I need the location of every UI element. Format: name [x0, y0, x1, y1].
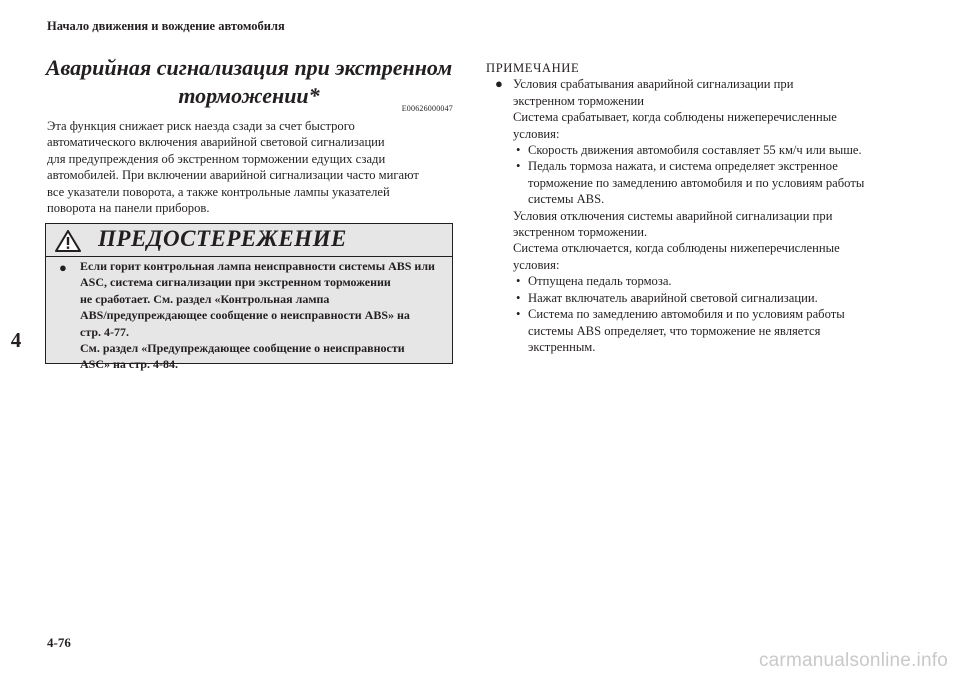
warning-line: ASC, система сигнализации при экстренном торможении [80, 275, 391, 290]
intro-line: автомобилей. При включении аварийной сигнализации часто мигают [47, 168, 419, 183]
document-id: E00626000047 [401, 104, 453, 113]
note-text: Нажат включатель аварийной световой сигнализации. [528, 290, 818, 305]
warning-header [46, 224, 452, 257]
dash-bullet-icon: • [516, 307, 521, 322]
article-title-line: торможении* [178, 83, 320, 108]
intro-line: поворота на панели приборов. [47, 201, 210, 216]
section-header: Начало движения и вождение автомобиля [47, 19, 285, 33]
bullet-icon: ● [59, 260, 67, 275]
note-label: ПРИМЕЧАНИЕ [486, 61, 580, 75]
note-list-item [486, 306, 906, 322]
warning-box [45, 223, 453, 372]
warning-text: Если горит контрольная лампа неисправности системы ABS или [80, 259, 435, 273]
note-text: Скорость движения автомобиля составляет 55 км/ч или выше. [528, 143, 862, 158]
note-list-item [486, 158, 906, 174]
note-list-item [486, 273, 906, 289]
article-title-line: Аварийная сигнализация при экстренном [45, 55, 453, 80]
note-text: Система по замедлению автомобиля и по условиям работы [528, 307, 845, 322]
note-line: экстренном торможении. [513, 225, 648, 240]
note-line: Система отключается, когда соблюдены нижеперечисленные [513, 241, 840, 256]
note-line: Условия отключения системы аварийной сигнализации при [513, 208, 833, 223]
note-text: Педаль тормоза нажата, и система определяет экстренное [528, 159, 838, 174]
note-line: Система срабатывает, когда соблюдены нижеперечисленные [513, 110, 837, 125]
dash-bullet-icon: • [516, 290, 521, 305]
intro-line: для предупреждения об экстренном торможении едущих сзади [47, 151, 386, 166]
note-line: условия: [513, 126, 560, 141]
warning-line: ABS/предупреждающее сообщение о неисправности ABS» на [80, 308, 410, 323]
intro-line: все указатели поворота, а также контрольные лампы указателей [47, 184, 390, 199]
note-line: системы ABS. [528, 192, 605, 207]
note-text: Условия срабатывания аварийной сигнализации при [513, 77, 794, 92]
note-line: экстренном торможении [513, 93, 645, 108]
warning-triangle-icon [55, 230, 81, 252]
warning-line: См. раздел «Предупреждающее сообщение о неисправности [80, 341, 405, 356]
warning-line: не сработает. См. раздел «Контрольная лампа [80, 291, 330, 306]
dash-bullet-icon: • [516, 143, 521, 158]
article-title [44, 54, 454, 110]
bullet-icon: ● [495, 76, 503, 92]
warning-title: ПРЕДОСТЕРЕЖЕНИЕ [98, 226, 347, 251]
warning-body [56, 258, 448, 373]
dash-bullet-icon: • [516, 159, 521, 174]
note-line: торможение по замедлению автомобиля и по условиям работы [528, 175, 865, 190]
intro-paragraph [47, 118, 462, 216]
watermark: carmanualsonline.info [758, 650, 948, 671]
chapter-tab: 4 [10, 328, 22, 352]
note-list-item [486, 142, 906, 158]
dash-bullet-icon: • [516, 274, 521, 289]
note-line: условия: [513, 257, 560, 272]
warning-line: ASC» на стр. 4-84. [80, 357, 178, 372]
intro-line: автоматического включения аварийной световой сигнализации [47, 135, 385, 150]
intro-line: Эта функция снижает риск наезда сзади за счет быстрого [47, 119, 355, 133]
warning-line [56, 258, 448, 274]
note-line: экстренным. [528, 339, 596, 354]
note-line: системы ABS определяет, что торможение не является [528, 323, 821, 338]
note-text: Отпущена педаль тормоза. [528, 274, 672, 289]
note-section [486, 60, 906, 355]
note-list-item [486, 290, 906, 306]
warning-line: стр. 4-77. [80, 324, 130, 339]
note-line [486, 76, 906, 92]
page-number: 4-76 [47, 635, 71, 650]
